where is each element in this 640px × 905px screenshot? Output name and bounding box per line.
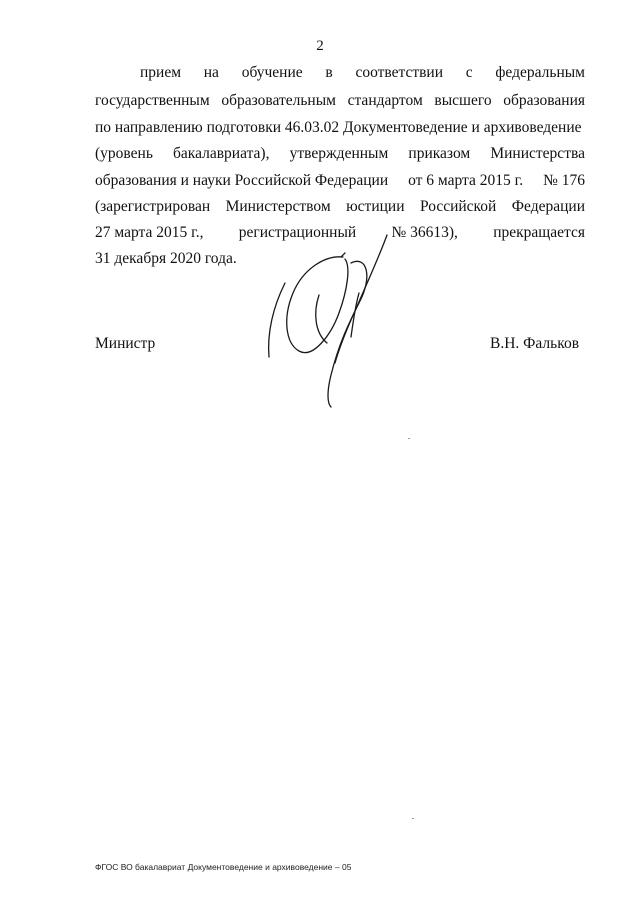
- word: Министерства: [490, 145, 585, 162]
- text-segment: регистрационный: [238, 224, 357, 241]
- paragraph-line-1: [140, 64, 585, 84]
- word: утвержденным: [289, 145, 389, 162]
- paragraph-line-8: 31 декабря 2020 года.: [95, 250, 237, 267]
- word: бакалавриата),: [173, 145, 270, 162]
- paragraph-line-6: [95, 198, 585, 218]
- handwritten-signature: [255, 225, 415, 425]
- paragraph-line-4: [95, 145, 585, 165]
- word: федеральным: [495, 64, 585, 81]
- paragraph-line-3: по направлению подготовки 46.03.02 Документоведение и архивоведение: [95, 119, 582, 136]
- text-segment: прекращается: [493, 224, 585, 241]
- word: (уровень: [95, 145, 153, 162]
- word: Российской: [419, 198, 497, 215]
- signature-stroke: [287, 257, 348, 353]
- text-segment: № 36613),: [391, 224, 458, 241]
- text-segment: № 176: [543, 172, 585, 189]
- signature-stroke: [351, 293, 359, 337]
- word: с: [465, 64, 473, 81]
- word: Министерством: [225, 198, 331, 215]
- signatory-title: Министр: [95, 335, 156, 352]
- word: в: [325, 64, 333, 81]
- scan-speck: [408, 438, 410, 439]
- word: Федерации: [511, 198, 585, 215]
- word: высшего: [434, 92, 492, 109]
- word: соответствии: [355, 64, 444, 81]
- footer-note: ФГОС ВО бакалавриат Документоведение и архивоведение – 05: [95, 862, 352, 872]
- word: государственным: [95, 92, 210, 109]
- text-segment: от 6 марта 2015 г.: [408, 172, 524, 189]
- word: юстиции: [346, 198, 405, 215]
- word: приказом: [408, 145, 471, 162]
- signature-stroke: [316, 295, 327, 343]
- word: (зарегистрирован: [95, 198, 211, 215]
- text-segment: 27 марта 2015 г.,: [95, 224, 204, 241]
- paragraph-line-2: [95, 92, 585, 112]
- word: образования: [503, 92, 585, 109]
- word: образовательным: [221, 92, 336, 109]
- signatory-name: В.Н. Фальков: [490, 335, 580, 352]
- page-number: 2: [316, 38, 324, 54]
- scan-speck: [412, 818, 414, 819]
- signature-stroke: [269, 283, 285, 357]
- word: стандартом: [347, 92, 423, 109]
- word: на: [203, 64, 219, 81]
- paragraph-line-5: [95, 172, 585, 192]
- word: прием: [140, 64, 182, 81]
- text-segment: образования и науки Российской Федерации: [95, 172, 389, 189]
- word: обучение: [241, 64, 303, 81]
